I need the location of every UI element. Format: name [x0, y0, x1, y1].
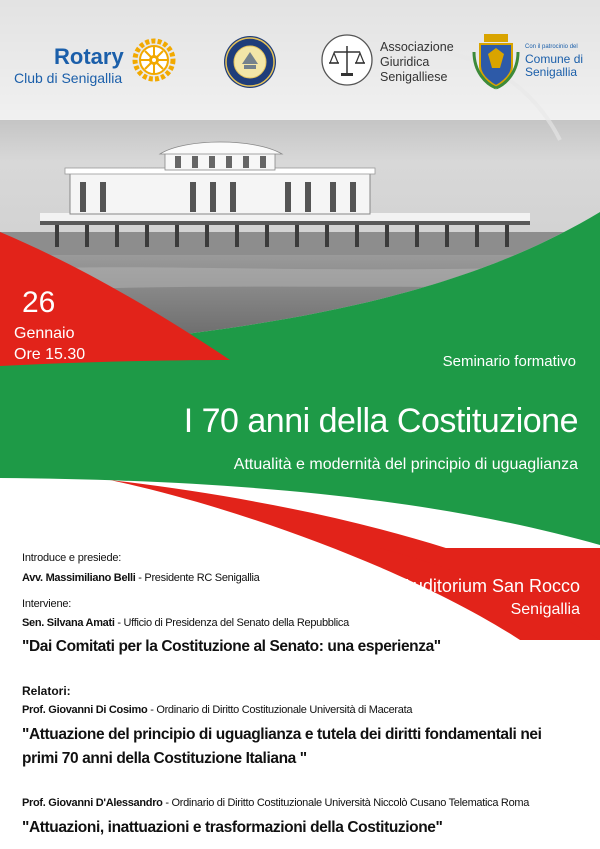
relatore-1-role: - Ordinario di Diritto Costituzionale Università di Macerata	[147, 704, 413, 716]
associazione-line-2: Giuridica	[380, 55, 430, 69]
relatore-1-talk-line-1: "Attuazione del principio di uguaglianza e tutela dei diritti fondamentali nei	[22, 726, 542, 743]
relatore-1-line	[22, 704, 582, 716]
intro-role: - Presidente RC Senigallia	[135, 572, 260, 584]
intro-name: Avv. Massimiliano Belli	[22, 572, 136, 584]
comune-line-2: Senigallia	[525, 65, 578, 79]
intro-speaker	[22, 572, 582, 584]
event-day: 26	[22, 286, 56, 319]
speaker-label: Interviene:	[22, 598, 72, 610]
patrocinio-label: Con il patrocinio del	[525, 44, 578, 50]
associazione-giuridica-name	[380, 40, 454, 85]
event-type: Seminario formativo	[442, 353, 576, 370]
intro-label: Introduce e presiede:	[22, 552, 122, 564]
relatore-1-talk-line-2: primi 70 anni della Costituzione Italiana "	[22, 750, 307, 767]
event-city: Senigallia	[510, 601, 580, 618]
speaker-line	[22, 617, 582, 629]
relatore-2-talk-title: "Attuazioni, inattuazioni e trasformazioni della Costituzione"	[22, 819, 443, 836]
relatori-label: Relatori:	[22, 684, 71, 698]
event-month: Gennaio	[14, 325, 75, 342]
rotary-wheel-icon	[131, 37, 177, 83]
comune-line-1: Comune di	[525, 52, 584, 66]
scales-of-justice-icon	[320, 33, 374, 87]
event-venue: Auditorium San Rocco	[400, 576, 580, 596]
rotary-club-name: Club di Senigallia	[14, 70, 123, 86]
associazione-line-1: Associazione	[380, 40, 454, 54]
speaker-role: - Ufficio di Presidenza del Senato della Repubblica	[114, 617, 349, 629]
relatore-2-line	[22, 797, 582, 809]
ordine-avvocati-seal-icon	[222, 34, 278, 90]
relatore-1-name: Prof. Giovanni Di Cosimo	[22, 704, 148, 716]
event-subtitle: Attualità e modernità del principio di uguaglianza	[233, 456, 578, 473]
speaker-name: Sen. Silvana Amati	[22, 617, 115, 629]
event-time: Ore 15.30	[14, 346, 86, 363]
speaker-talk-title: "Dai Comitati per la Costituzione al Senato: una esperienza"	[22, 638, 441, 655]
comune-name	[525, 53, 583, 79]
comune-coat-of-arms-icon	[470, 32, 522, 90]
relatore-2-name: Prof. Giovanni D'Alessandro	[22, 797, 163, 809]
rotary-name: Rotary	[54, 44, 124, 69]
event-title: I 70 anni della Costituzione	[183, 402, 578, 440]
associazione-line-3: Senigalliese	[380, 70, 448, 84]
relatore-2-role: - Ordinario di Diritto Costituzionale Università Niccolò Cusano Telematica Roma	[162, 797, 530, 809]
